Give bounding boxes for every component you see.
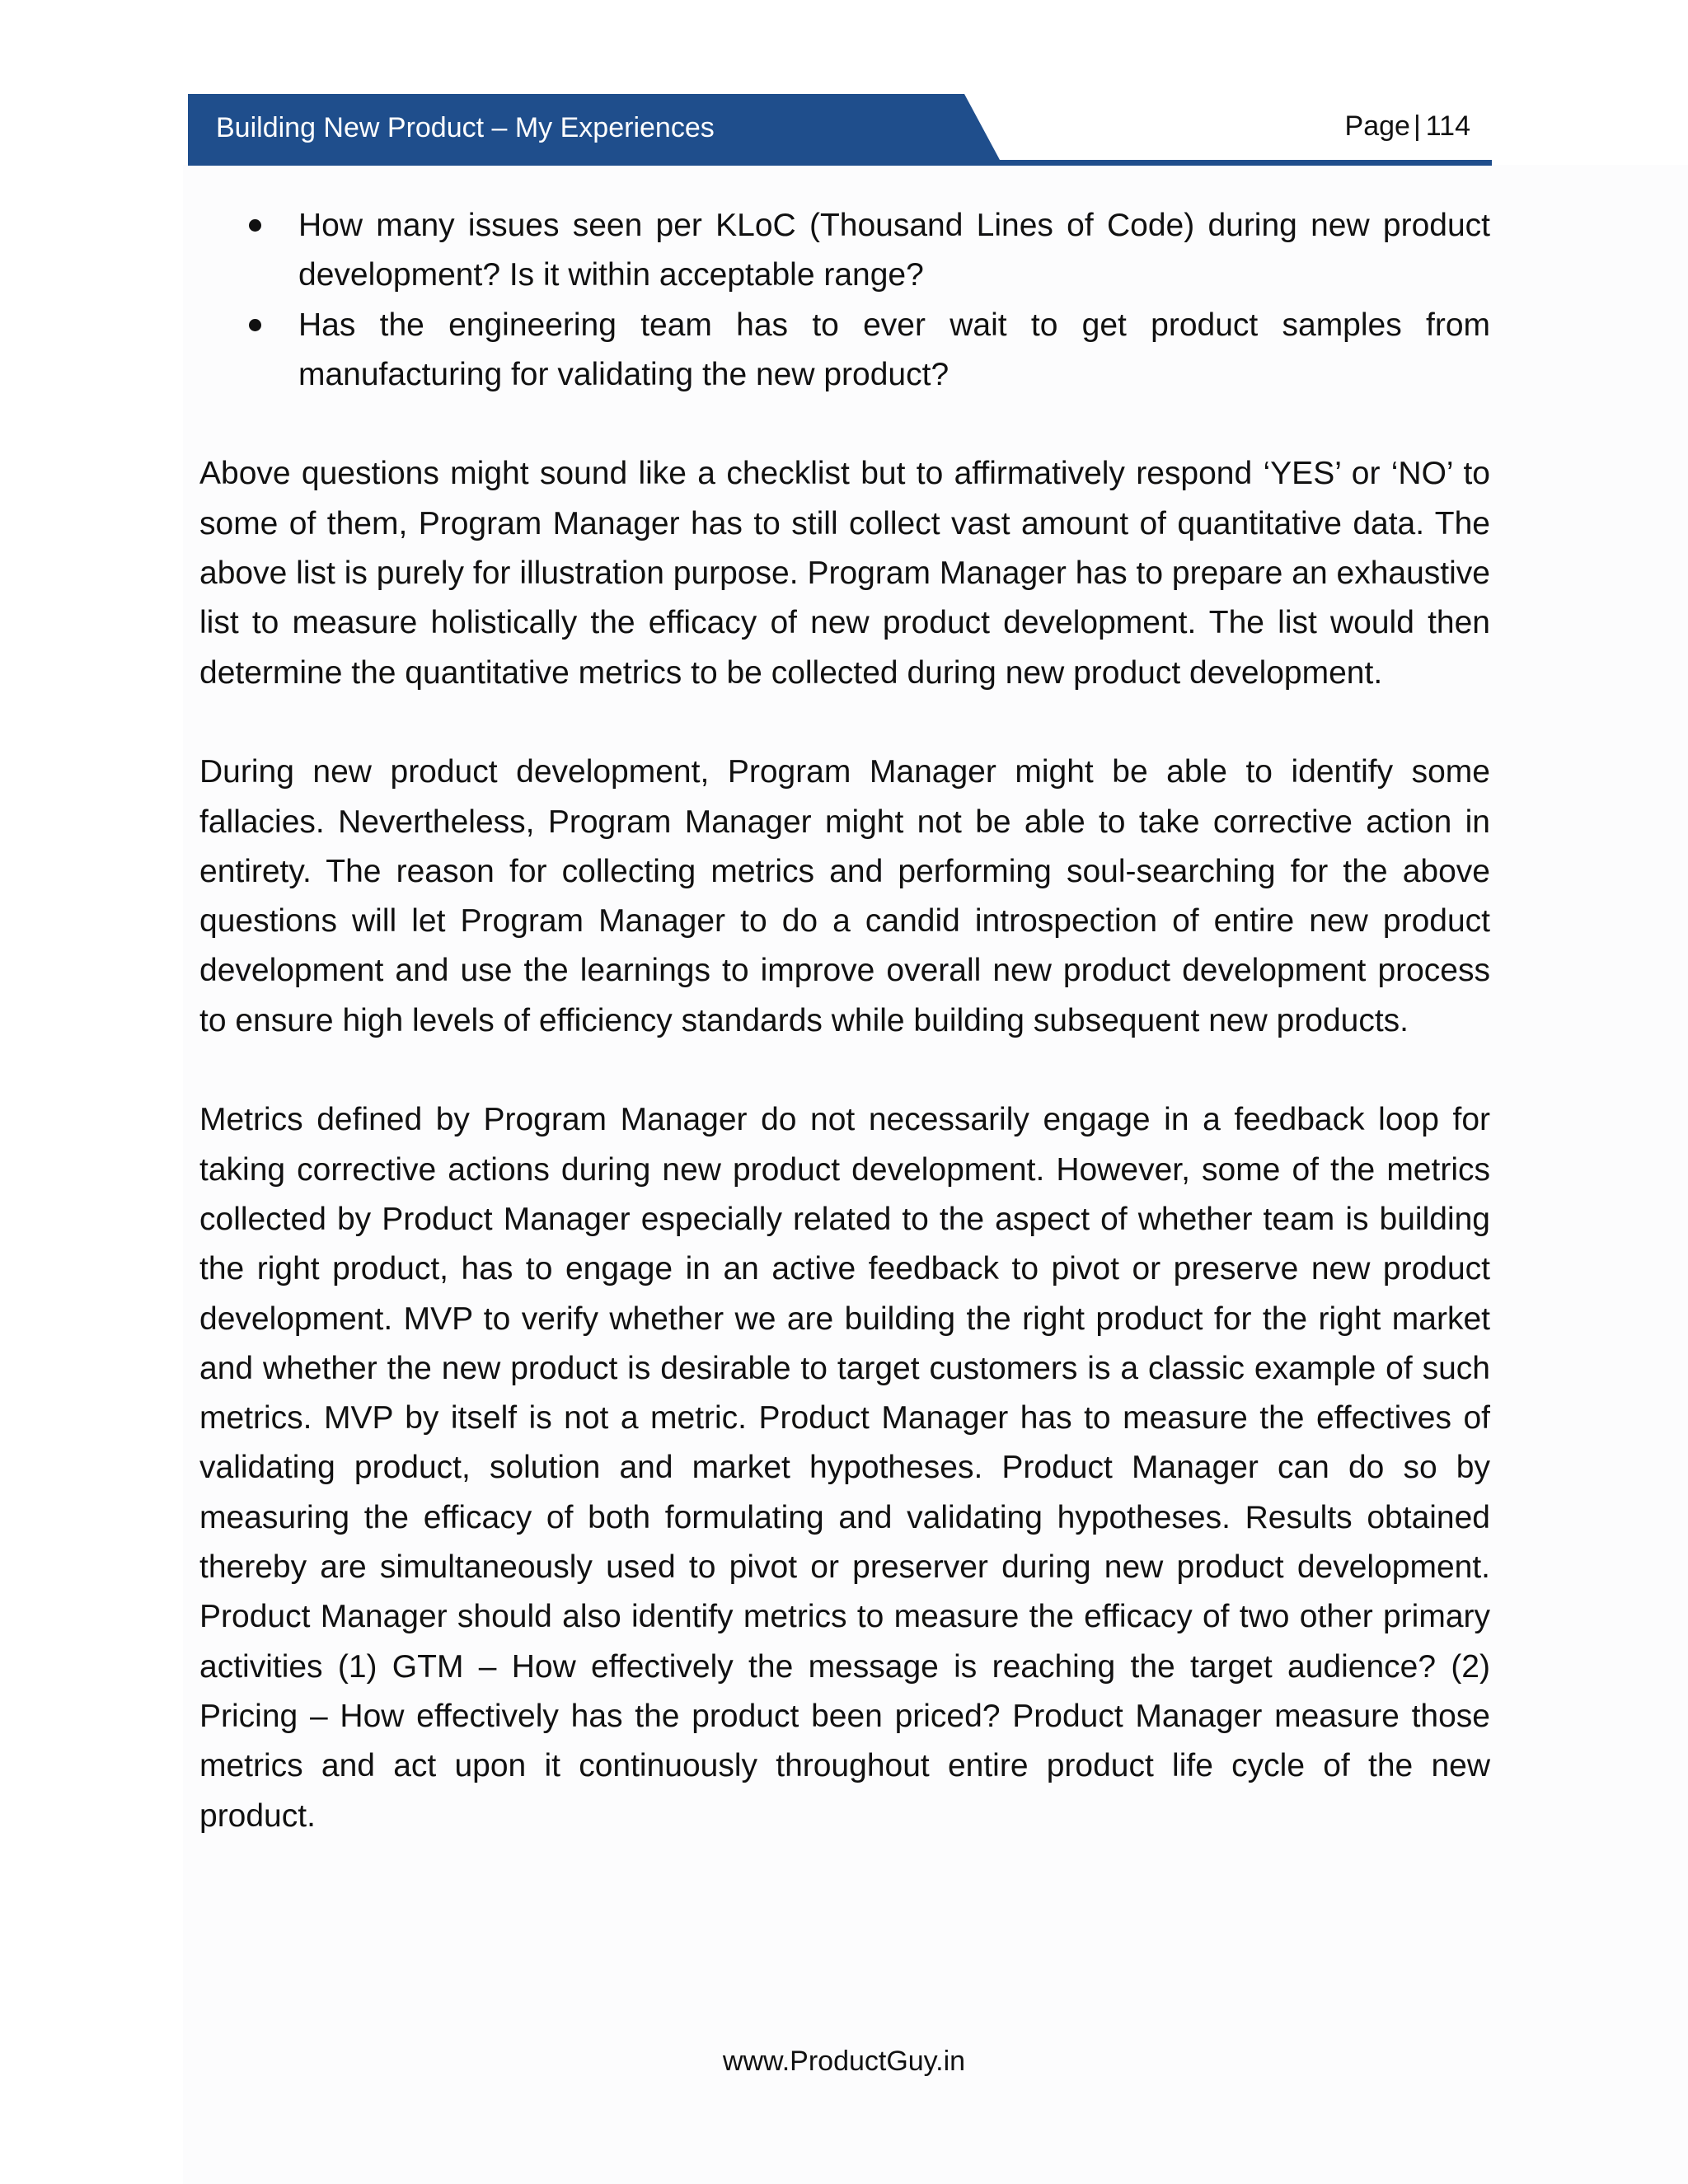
page-number-label [1345, 110, 1470, 143]
footer-url: www.ProductGuy.in [722, 2046, 966, 2077]
question-bullet-list [199, 201, 1490, 400]
body-paragraph: Above questions might sound like a checklist but to affirmatively respond ‘YES’ or ‘NO’ to some of them, Program Manager has to still collect vast amount of quantitative data. The above list is purely for illustration purpose. Program Manager has to prepare an exhaustive list to measure holistically the efficacy of new product development. The list would then determine the quantitative metrics to be collected during new product development. [199, 456, 1490, 691]
body-paragraph: During new product development, Program Manager might be able to identify some fallacies. Nevertheless, Program Manager might not be able to take corrective action in entirety. The reason for collecting metrics and performing soul-searching for the above questions will let Program Manager to do a candid introspection of entire new product development and use the learnings to improve overall new product development process to ensure high levels of efficiency standards while building subsequent new products. [199, 754, 1490, 1038]
page-number: 114 [1425, 110, 1470, 142]
page-separator: | [1413, 110, 1421, 142]
page-header [188, 94, 1492, 166]
page-label: Page [1344, 110, 1410, 142]
bullet-icon [249, 219, 261, 232]
running-title: Building New Product – My Experiences [216, 112, 715, 143]
header-underline [188, 160, 1492, 166]
body-paragraph: Metrics defined by Program Manager do not necessarily engage in a feedback loop for taking corrective actions during new product development. However, some of the metrics collected by Product Manager especially related to the aspect of whether team is building the right product, has to engage in an active feedback to pivot or preserve new product development. MVP to verify whether we are building the right product for the right market and whether the new product is desirable to target customers is a classic example of such metrics. MVP by itself is not a metric. Product Manager has to measure the effectives of validating product, solution and market hypotheses. Product Manager can do so by measuring the efficacy of both formulating and validating hypotheses. Results obtained thereby are simultaneously used to pivot or preserver during new product development. Product Manager should also identify metrics to measure the efficacy of two other primary activities (1) GTM – How effectively the message is reaching the target audience? (2) Pricing – How effectively has the product been priced? Product Manager measure those metrics and act upon it continuously throughout entire product life cycle of the new product. [199, 1102, 1490, 1834]
bullet-item [199, 301, 1490, 401]
bullet-item [199, 201, 1490, 301]
bullet-text: Has the engineering team has to ever wait to get product samples from manufacturing for validating the new product? [298, 307, 1490, 392]
body-content [199, 201, 1490, 1841]
bullet-text: How many issues seen per KLoC (Thousand Lines of Code) during new product development? Is it within acceptable range? [298, 208, 1490, 293]
bullet-icon [249, 319, 261, 331]
